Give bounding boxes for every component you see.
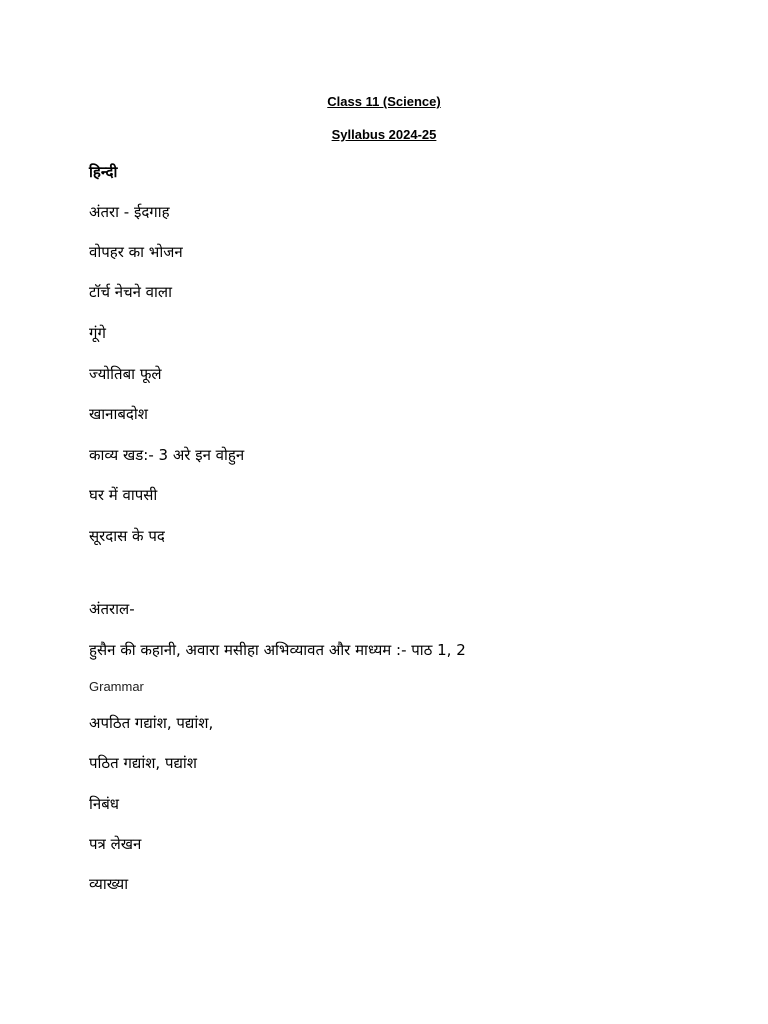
subject-heading: हिन्दी [89,163,118,181]
grammar-item: निबंध [89,795,120,813]
grammar-item: पत्र लेखन [89,835,142,853]
syllabus-item: वोपहर का भोजन [89,243,183,261]
syllabus-item: गूंगे [89,324,106,342]
syllabus-item: अंतरा - ईदगाह [89,203,170,221]
grammar-heading: Grammar [89,679,144,694]
syllabus-item: काव्य खड:- 3 अरे इन वोहुन [89,446,245,464]
syllabus-item: खानाबदोश [89,405,148,423]
syllabus-item: घर में वापसी [89,486,158,504]
grammar-item: व्याख्या [89,875,129,893]
syllabus-item: ज्योतिबा फूले [89,365,162,383]
grammar-item: पठित गद्यांश, पद्यांश [89,754,198,772]
document-subtitle: Syllabus 2024-25 [331,127,437,142]
section-heading-antaral: अंतराल- [89,600,135,618]
syllabus-item: हुसैन की कहानी, अवारा मसीहा अभिव्यावत और माध्यम :- पाठ 1, 2 [89,641,466,659]
syllabus-item: टॉर्च नेचने वाला [89,283,172,301]
syllabus-item: सूरदास के पद [89,527,165,545]
grammar-item: अपठित गद्यांश, पद्यांश, [89,714,214,732]
document-title: Class 11 (Science) [327,94,441,109]
